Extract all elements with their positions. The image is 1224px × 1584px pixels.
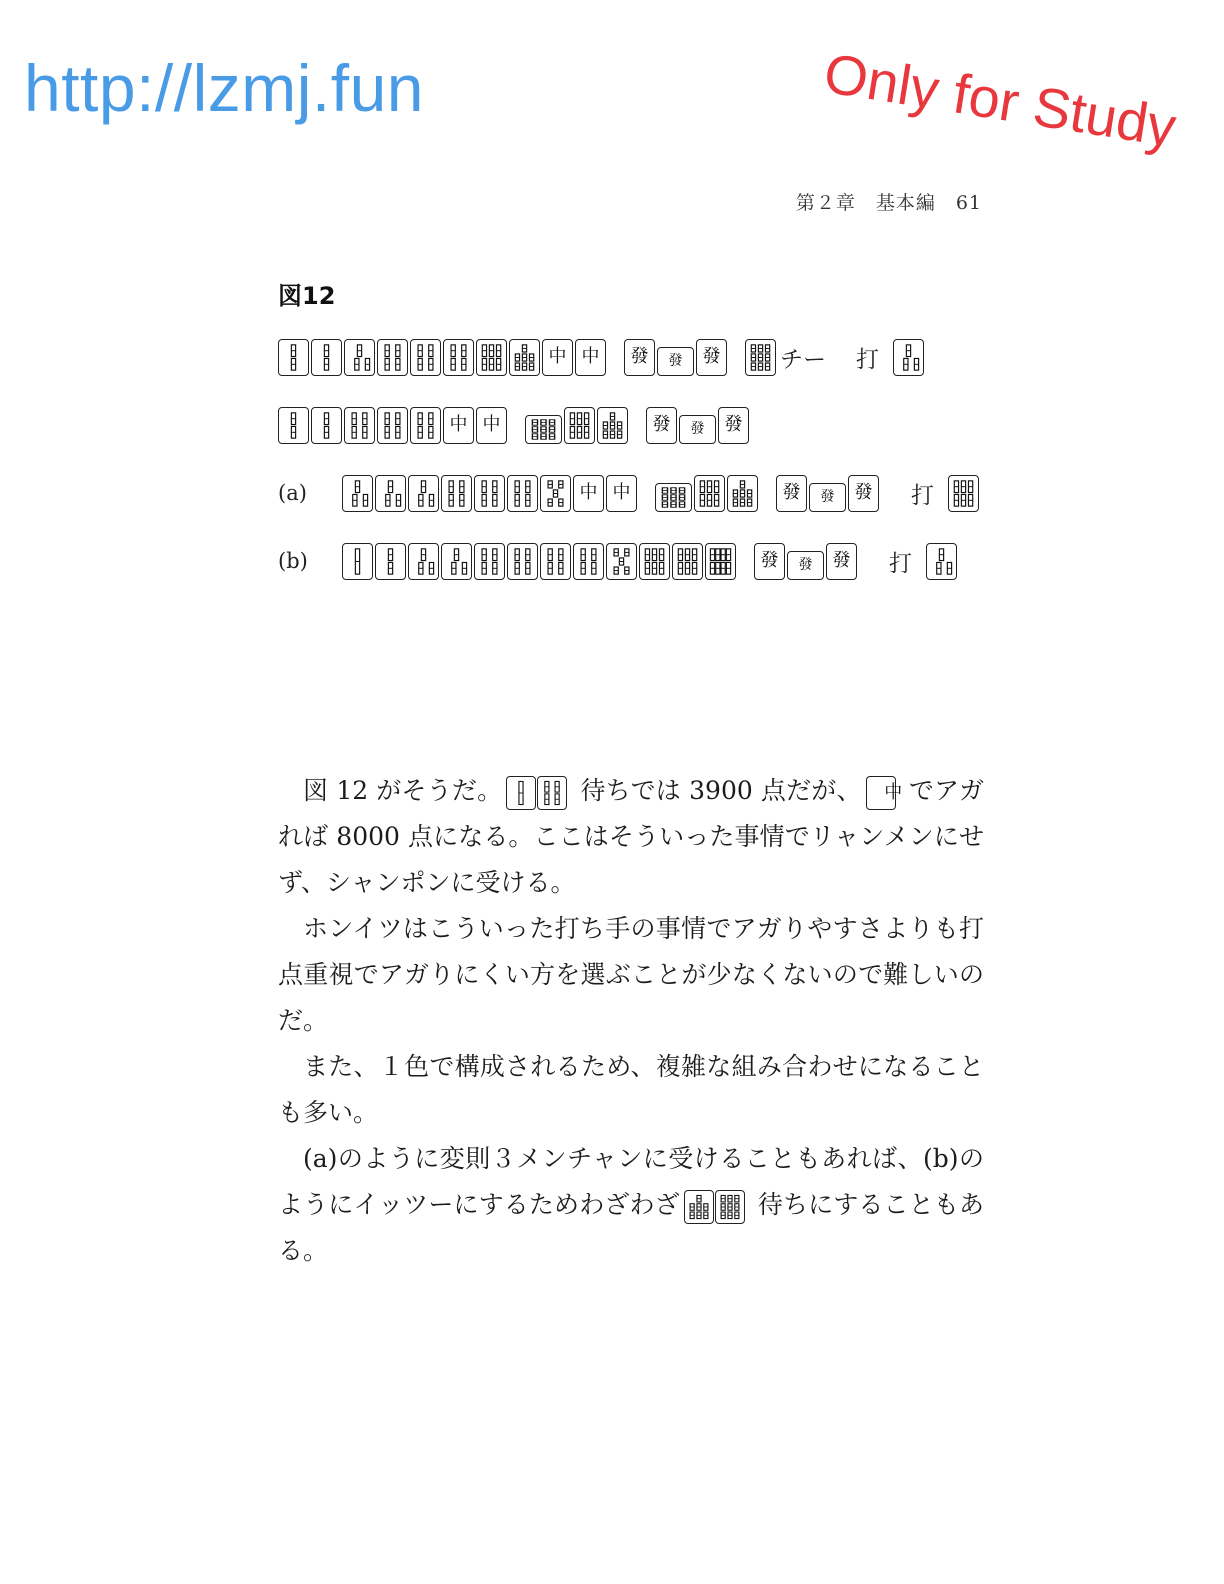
bamboo-tile-4 [537,776,567,810]
tile-group [278,339,608,376]
honor-tile [826,543,857,580]
bamboo-tile-6 [672,543,703,580]
bamboo-tile-4 [507,475,538,512]
bamboo-icon [538,777,566,809]
bamboo-icon [541,476,570,511]
tile-group [342,475,639,512]
bamboo-icon [442,476,471,511]
bamboo-icon [640,544,669,579]
bamboo-icon [279,408,308,443]
bamboo-icon [345,408,374,443]
bamboo-icon [728,476,757,511]
tile-row [278,472,997,514]
bamboo-tile-2 [311,407,342,444]
tile-row [278,336,942,378]
body-text [278,768,984,1274]
bamboo-tile-3 [375,475,406,512]
tile-group [926,543,959,580]
bamboo-tile-3 [441,543,472,580]
tile-group [893,339,926,376]
bamboo-tile-3 [926,543,957,580]
honor-tile [776,475,807,512]
bamboo-tile-9 [655,483,692,512]
bamboo-icon [685,1191,713,1223]
tile-glyph: 發 [832,550,851,571]
bamboo-icon [409,476,438,511]
bamboo-tile-6 [948,475,979,512]
bamboo-tile-7 [684,1190,714,1224]
bamboo-icon [411,408,440,443]
bamboo-tile-4 [377,339,408,376]
bamboo-icon [442,544,471,579]
tile-glyph: 發 [630,346,649,367]
bamboo-icon [510,340,539,375]
bamboo-icon [279,340,308,375]
call-label: チー [780,346,826,373]
tile-group [754,543,859,580]
bamboo-tile-5 [606,543,637,580]
tile-glyph: 發 [690,421,705,437]
bamboo-icon [312,340,341,375]
tile-glyph: 中 [449,414,468,435]
bamboo-tile-9 [525,415,562,444]
bamboo-icon [507,777,535,809]
bamboo-tile-9 [715,1190,745,1224]
bamboo-tile-6 [476,339,507,376]
bamboo-tile-3 [408,543,439,580]
honor-tile [542,339,573,376]
bamboo-icon [378,408,407,443]
bamboo-icon [607,544,636,579]
tile-glyph: 發 [760,550,779,571]
bamboo-tile-4 [443,339,474,376]
bamboo-icon [949,476,978,511]
honor-tile [848,475,879,512]
tile-glyph: 發 [652,414,671,435]
tile-group [646,407,751,444]
bamboo-icon [508,544,537,579]
honor-tile [657,347,694,376]
text-span: (a)のように変則３メンチャンに受けることもあれば、(b)のようにイッツーにするためわざわざ [278,1144,984,1219]
bamboo-icon [444,340,473,375]
tile-group [525,407,630,444]
bamboo-icon [378,340,407,375]
bamboo-tile-6 [564,407,595,444]
tile-glyph: 發 [702,346,721,367]
bamboo-icon [673,544,702,579]
bamboo-icon [345,340,374,375]
tile-group [624,339,729,376]
tile-glyph: 發 [724,414,743,435]
honor-tile [624,339,655,376]
discard-label: 打 [856,346,879,373]
bamboo-icon [343,544,372,579]
tile-group [745,339,778,376]
tile-group [278,407,509,444]
honor-tile [679,415,716,444]
bamboo-icon [706,544,735,579]
bamboo-tile-2 [375,543,406,580]
honor-tile [646,407,677,444]
tile-glyph: 發 [798,557,813,573]
tile-glyph: 中 [581,346,600,367]
tile-group [776,475,881,512]
bamboo-icon [927,544,956,579]
tile-glyph: 中 [548,346,567,367]
honor-tile [573,475,604,512]
text-span: でアガれば 8000 点になる。ここはそういった事情でリャンメンにせず、シャンポンに受ける。 [278,776,984,897]
honor-tile [443,407,474,444]
watermark-study: Only for Study [819,40,1181,159]
bamboo-icon [477,340,506,375]
bamboo-icon [409,544,438,579]
honor-tile [809,483,846,512]
bamboo-tile-3 [408,475,439,512]
figure-title: 図12 [278,282,336,310]
bamboo-icon [475,476,504,511]
bamboo-icon [411,340,440,375]
honor-tile [476,407,507,444]
tile-glyph: 中 [612,482,631,503]
honor-tile [696,339,727,376]
running-head: 第２章 基本編 61 [795,192,982,214]
tile-glyph: 發 [668,353,683,369]
bamboo-tile-4 [441,475,472,512]
bamboo-tile-3 [342,475,373,512]
bamboo-icon [894,340,923,375]
text-span: 待ちでは 3900 点だが、 [572,776,862,805]
text-span: 待ちにすることもある。 [278,1190,984,1265]
bamboo-icon [746,340,775,375]
discard-label: 打 [911,482,934,509]
bamboo-icon [565,408,594,443]
bamboo-icon [695,476,724,511]
bamboo-icon [312,408,341,443]
bamboo-icon [508,476,537,511]
tile-group [655,475,760,512]
bamboo-tile-1 [506,776,536,810]
honor-tile [606,475,637,512]
bamboo-tile-2 [278,407,309,444]
inline-tiles-b [866,776,903,810]
bamboo-icon [598,408,627,443]
discard-label: 打 [889,550,912,577]
paragraph-4 [278,1136,984,1274]
bamboo-tile-9 [745,339,776,376]
bamboo-icon [656,484,691,511]
bamboo-icon [541,544,570,579]
bamboo-tile-2 [278,339,309,376]
bamboo-tile-4 [474,475,505,512]
tile-glyph: 中 [884,781,903,803]
paragraph-1 [278,768,984,906]
tile-glyph: 發 [820,489,835,505]
bamboo-tile-4 [377,407,408,444]
paragraph-3: また、１色で構成されるため、複雑な組み合わせになることも多い。 [278,1052,984,1127]
bamboo-icon [376,476,405,511]
bamboo-tile-6 [639,543,670,580]
bamboo-tile-7 [509,339,540,376]
row-label: (b) [278,549,308,573]
honor-tile [718,407,749,444]
honor-tile [787,551,824,580]
tile-group [948,475,981,512]
paragraph-2: ホンイツはこういった打ち手の事情でアガりやすさよりも打点重視でアガりにくい方を選ぶことが少なくないので難しいのだ。 [278,914,984,1035]
tile-glyph: 中 [579,482,598,503]
bamboo-tile-3 [893,339,924,376]
tile-row [278,404,767,446]
honor-tile [754,543,785,580]
bamboo-tile-4 [474,543,505,580]
bamboo-tile-3 [344,339,375,376]
bamboo-icon [526,416,561,443]
tile-glyph: 發 [782,482,801,503]
tile-group [342,543,738,580]
bamboo-icon [343,476,372,511]
bamboo-tile-4 [410,407,441,444]
tile-glyph: 中 [482,414,501,435]
bamboo-tile-1 [342,543,373,580]
bamboo-tile-2 [311,339,342,376]
tile-row [278,540,975,582]
honor-tile [575,339,606,376]
tile-glyph: 發 [854,482,873,503]
bamboo-icon [475,544,504,579]
bamboo-tile-4 [540,543,571,580]
bamboo-tile-6 [694,475,725,512]
bamboo-tile-4 [507,543,538,580]
bamboo-tile-7 [597,407,628,444]
inline-tiles-a [506,776,568,810]
bamboo-tile-5 [540,475,571,512]
honor-tile [866,776,903,810]
bamboo-tile-7 [727,475,758,512]
inline-tiles-c [684,1190,746,1224]
bamboo-tile-4 [344,407,375,444]
watermark-url: http://lzmj.fun [24,51,424,125]
bamboo-tile-4 [410,339,441,376]
bamboo-tile-8 [705,543,736,580]
bamboo-icon [716,1191,744,1223]
bamboo-tile-4 [573,543,604,580]
bamboo-icon [574,544,603,579]
bamboo-icon [376,544,405,579]
text-span: 図 12 がそうだ。 [303,776,503,805]
row-label: (a) [278,481,307,505]
